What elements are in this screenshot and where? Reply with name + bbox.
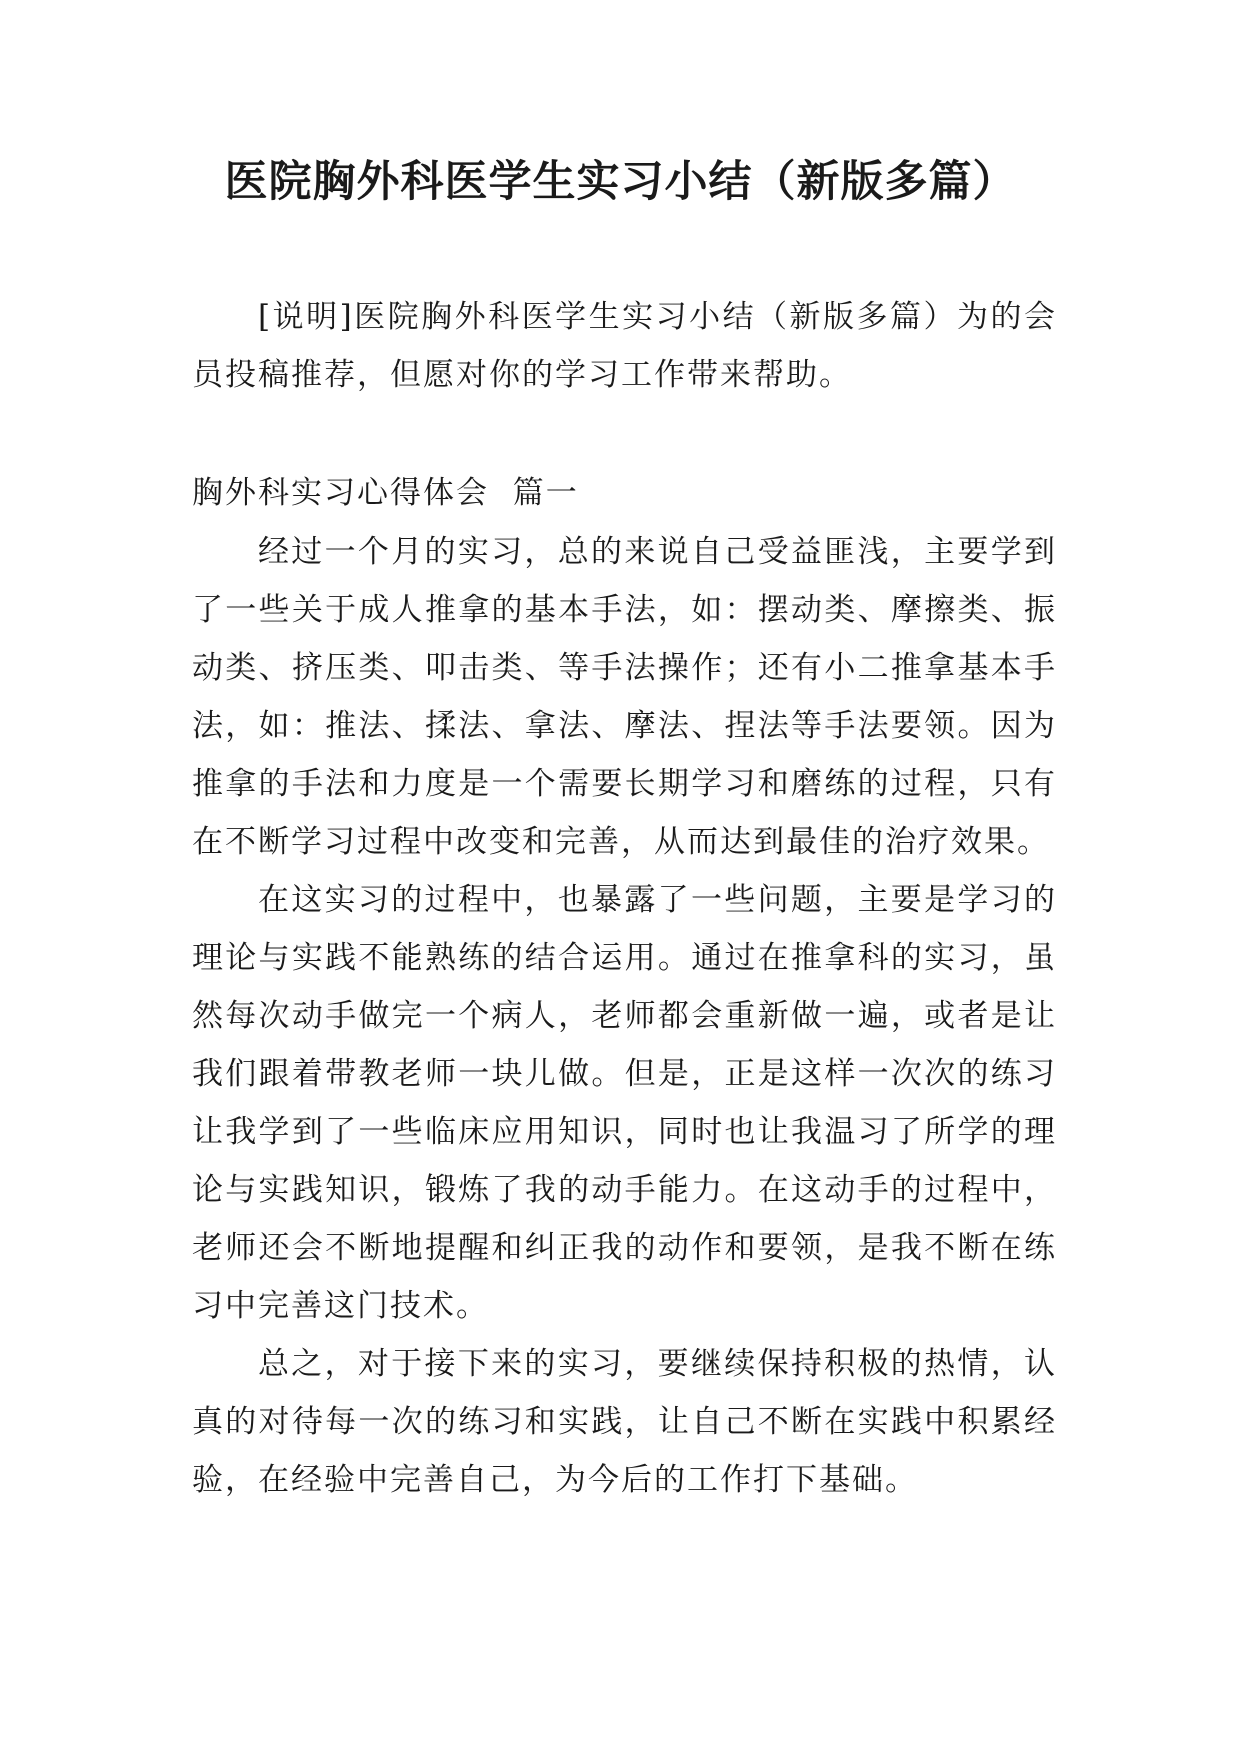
paragraph: 经过一个月的实习，总的来说自己受益匪浅，主要学到了一些关于成人推拿的基本手法，如：摆动类、摩擦类、振动类、挤压类、叩击类、等手法操作；还有小二推拿基本手法，如：推法、揉法、拿法、摩法、捏法等手法要领。因为推拿的手法和力度是一个需要长期学习和磨练的过程，只有在不断学习过程中改变和完善，从而达到最佳的治疗效果。 bbox=[192, 534, 1057, 860]
document-note: [说明]医院胸外科医学生实习小结（新版多篇）为的会员投稿推荐，但愿对你的学习工作带来帮助。 bbox=[192, 299, 1057, 393]
document-title: 医院胸外科医学生实习小结（新版多篇） bbox=[224, 157, 1017, 207]
paragraph: 在这实习的过程中，也暴露了一些问题，主要是学习的理论与实践不能熟练的结合运用。通过在推拿科的实习，虽然每次动手做完一个病人，老师都会重新做一遍，或者是让我们跟着带教老师一块儿做。但是，正是这样一次次的练习让我学到了一些临床应用知识，同时也让我温习了所学的理论与实践知识，锻炼了我的动手能力。在这动手的过程中，老师还会不断地提醒和纠正我的动作和要领，是我不断在练习中完善这门技术。 bbox=[192, 882, 1057, 1324]
paragraph: 总之，对于接下来的实习，要继续保持积极的热情，认真的对待每一次的练习和实践，让自己不断在实践中积累经验，在经验中完善自己，为今后的工作打下基础。 bbox=[192, 1346, 1057, 1498]
section-body bbox=[192, 523, 1057, 1509]
section-heading: 胸外科实习心得体会 篇一 bbox=[192, 475, 579, 511]
